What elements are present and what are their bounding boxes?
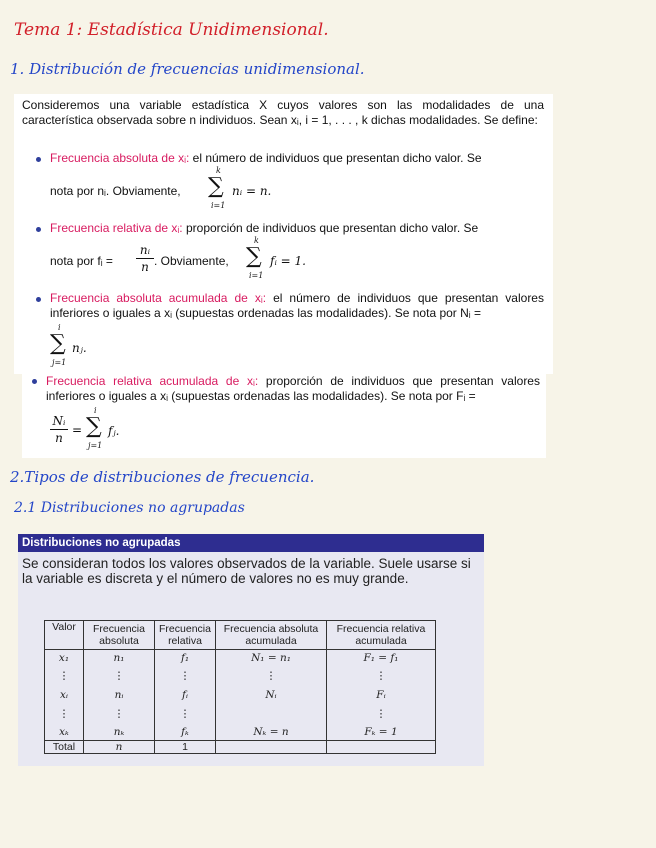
slide-text: Se consideran todos los valores observados de la variable. Suele usarse si la variable es discreta y el número de valores no es muy grande. bbox=[22, 556, 471, 586]
sum-bottom: j=1 bbox=[88, 441, 103, 450]
sigma-icon: ∑ bbox=[86, 414, 102, 439]
table-total-row bbox=[45, 741, 436, 754]
table-cell: ⋮ bbox=[45, 704, 84, 724]
table-header: Frecuencia absoluta acumulada bbox=[216, 621, 327, 650]
def-rel-line2b: . Obviamente, bbox=[154, 254, 229, 268]
fraction-line bbox=[136, 258, 154, 259]
table-cell: Nₖ = n bbox=[216, 724, 327, 741]
def-abs-text: el número de individuos que presentan dicho valor. Se bbox=[192, 151, 482, 165]
section-2-heading: 2.Tipos de distribuciones de frecuencia. bbox=[10, 468, 315, 486]
definitions-box bbox=[14, 94, 553, 374]
def-rel-line2a: nota por fᵢ = bbox=[50, 254, 113, 268]
table-cell: 1 bbox=[155, 741, 216, 754]
table-cell bbox=[327, 741, 436, 754]
bullet-icon bbox=[36, 157, 41, 162]
sum-body: nᵢ = n. bbox=[232, 184, 272, 198]
sum-bottom: i=1 bbox=[211, 201, 226, 210]
table-cell: nₖ bbox=[84, 724, 155, 741]
sum-bottom: j=1 bbox=[52, 358, 67, 367]
frac-denominator: n bbox=[55, 431, 63, 445]
sum-body: nⱼ. bbox=[72, 341, 87, 355]
sum-body: fᵢ = 1. bbox=[270, 254, 306, 268]
intro-paragraph: Consideremos una variable estadística X cuyos valores son las modalidades de una característica observada sobre n individuos. Sean xᵢ, i = 1, . . . , k dichas modalidades. Se define: bbox=[22, 98, 544, 127]
sum-top: i bbox=[58, 323, 61, 332]
table-cell: ⋮ bbox=[327, 704, 436, 724]
table-cell: ⋮ bbox=[216, 666, 327, 686]
section-2-1-heading: 2.1 Distribuciones no agrupadas bbox=[14, 500, 245, 516]
table-cell: n bbox=[84, 741, 155, 754]
slide-header: Distribuciones no agrupadas bbox=[18, 534, 484, 552]
sigma-icon: ∑ bbox=[246, 244, 262, 269]
table-header: Frecuencia absoluta bbox=[84, 621, 155, 650]
bullet-icon bbox=[36, 227, 41, 232]
table-header: Frecuencia relativa acumulada bbox=[327, 621, 436, 650]
def-abscum-text bbox=[50, 291, 544, 321]
slide-block bbox=[18, 534, 484, 766]
table-row bbox=[45, 704, 436, 724]
table-cell: x₁ bbox=[45, 650, 84, 667]
bullet-icon bbox=[32, 379, 37, 384]
frac-denominator: n bbox=[141, 260, 149, 274]
table-cell: Nᵢ bbox=[216, 686, 327, 704]
frac-numerator: nᵢ bbox=[139, 243, 151, 257]
sigma-icon: ∑ bbox=[208, 174, 224, 199]
sum-body: fⱼ. bbox=[108, 424, 120, 438]
table-cell: nᵢ bbox=[84, 686, 155, 704]
table-cell: ⋮ bbox=[84, 704, 155, 724]
table-cell: Fᵢ bbox=[327, 686, 436, 704]
table-cell: fᵢ bbox=[155, 686, 216, 704]
sum-top: i bbox=[94, 406, 97, 415]
table-cell: ⋮ bbox=[155, 666, 216, 686]
table-cell: N₁ = n₁ bbox=[216, 650, 327, 667]
def-relcum-body: proporción de individuos que presentan valores inferiores o iguales a xᵢ (supuestas ordenadas las modalidades). Se nota por Fᵢ = bbox=[46, 374, 540, 403]
def-abscum-body: el número de individuos que presentan valores inferiores o iguales a xᵢ (supuestas ordenadas las modalidades). Se nota por Nᵢ = bbox=[50, 291, 544, 320]
table-header: Frecuencia relativa bbox=[155, 621, 216, 650]
table-row bbox=[45, 686, 436, 704]
table-cell: Total bbox=[45, 741, 84, 754]
table-cell: f₁ bbox=[155, 650, 216, 667]
table-cell: xₖ bbox=[45, 724, 84, 741]
sum-bottom: i=1 bbox=[249, 271, 264, 280]
table-cell: ⋮ bbox=[327, 666, 436, 686]
frequency-table bbox=[44, 620, 436, 754]
sum-top: k bbox=[254, 236, 259, 245]
table-cell: Fₖ = 1 bbox=[327, 724, 436, 741]
fraction-line bbox=[50, 429, 68, 430]
def-rel-term: Frecuencia relativa de xᵢ: bbox=[50, 221, 183, 235]
table-cell: ⋮ bbox=[155, 704, 216, 724]
table-header-row bbox=[45, 621, 436, 650]
table-cell: fₖ bbox=[155, 724, 216, 741]
table-row bbox=[45, 666, 436, 686]
table-cell: F₁ = f₁ bbox=[327, 650, 436, 667]
table-row bbox=[45, 650, 436, 667]
table-cell: xᵢ bbox=[45, 686, 84, 704]
table-header: Valor bbox=[45, 621, 84, 650]
def-abscum-term: Frecuencia absoluta acumulada de xᵢ: bbox=[50, 291, 267, 305]
table-cell: ⋮ bbox=[45, 666, 84, 686]
def-abs-line2: nota por nᵢ. Obviamente, bbox=[50, 184, 181, 198]
bullet-icon bbox=[36, 297, 41, 302]
equals-sign: = bbox=[72, 423, 83, 437]
def-relcum-text bbox=[46, 374, 540, 404]
table-cell: ⋮ bbox=[84, 666, 155, 686]
section-1-heading: 1. Distribución de frecuencias unidimensional. bbox=[10, 60, 365, 78]
def-abs-term: Frecuencia absoluta de xᵢ: bbox=[50, 151, 190, 165]
sigma-icon: ∑ bbox=[50, 331, 66, 356]
table-cell bbox=[216, 741, 327, 754]
table-cell: n₁ bbox=[84, 650, 155, 667]
table-row bbox=[45, 724, 436, 741]
table-cell bbox=[216, 704, 327, 724]
sum-top: k bbox=[216, 166, 221, 175]
frac-numerator: Nᵢ bbox=[52, 414, 66, 428]
def-rel-text: proporción de individuos que presentan dicho valor. Se bbox=[185, 221, 479, 235]
def-relcum-term: Frecuencia relativa acumulada de xᵢ: bbox=[46, 374, 259, 388]
def-rel-line1 bbox=[50, 221, 546, 236]
def-abs-line1 bbox=[50, 151, 546, 166]
page-title: Tema 1: Estadística Unidimensional. bbox=[14, 20, 329, 40]
definitions-box-continued bbox=[22, 374, 546, 458]
